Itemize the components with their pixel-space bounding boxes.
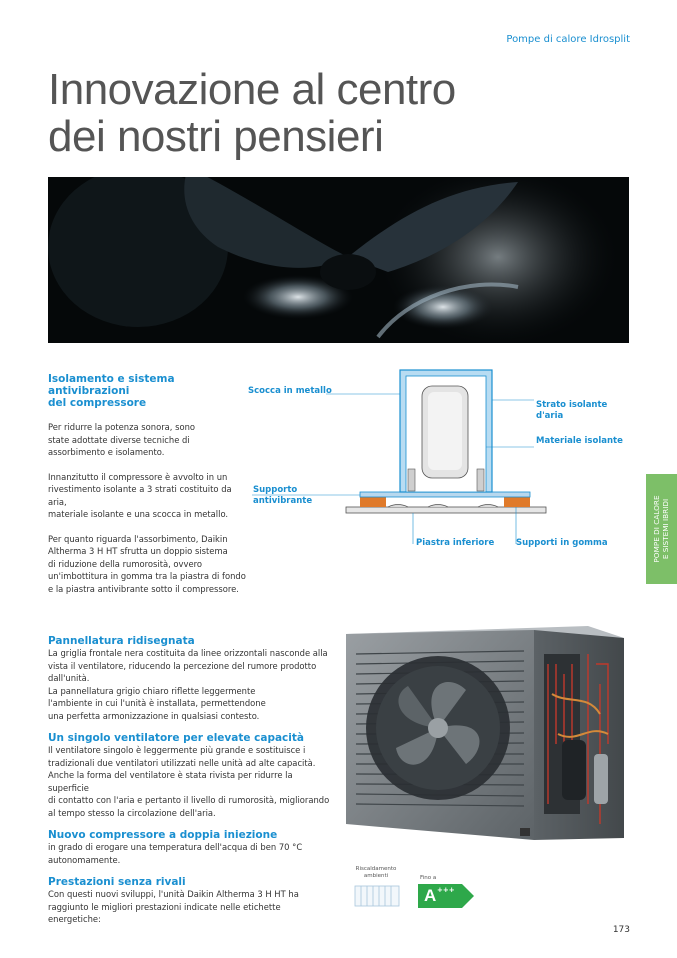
side-tab-label: [646, 474, 677, 584]
label-supporti-gomma: Supporti in gomma: [516, 538, 608, 548]
isolation-heading: [48, 373, 248, 409]
performance-text: [48, 888, 333, 926]
text-line: dall'unità.: [48, 673, 90, 683]
text-line: una perfetta armonizzazione in qualsiasi contesto.: [48, 710, 260, 721]
text-line: Per ridurre la potenza sonora, sono: [48, 422, 196, 432]
text-line: un'imbottitura in gomma tra la piastra di fondo: [48, 571, 246, 581]
side-tab: [646, 474, 677, 584]
text-line: Altherma 3 H HT sfrutta un doppio sistema: [48, 546, 228, 556]
compressor-heading: Nuovo compressore a doppia iniezione: [48, 829, 278, 841]
energy-class-letter: A: [424, 886, 437, 905]
isolation-paragraph-3: [48, 533, 248, 596]
text-line: tradizionali due ventilatori utilizzati nelle unità ad alte capacità.: [48, 757, 316, 768]
panel-text: [48, 647, 333, 722]
side-tab-line-2: E SISTEMI IBRIDI: [660, 498, 670, 560]
radiator-label-line-2: ambienti: [363, 872, 389, 879]
title-line-1: Innovazione al centro: [48, 65, 456, 114]
fan-text: [48, 744, 333, 819]
text-line: vista il ventilatore, riducendo la percezione del rumore prodotto: [48, 660, 317, 671]
text-line: La griglia frontale nera costituita da linee orizzontali nasconde alla: [48, 648, 328, 658]
text-line: di riduzione della rumorosità, ovvero: [48, 558, 203, 569]
compressor-diagram: [248, 366, 630, 556]
label-piastra: Piastra inferiore: [416, 538, 495, 548]
label-scocca: Scocca in metallo: [248, 386, 332, 396]
text-line: Anche la forma del ventilatore è stata rivista per ridurre la superficie: [48, 770, 293, 793]
text-line: Il ventilatore singolo è leggermente più grande e sostituisce i: [48, 745, 306, 755]
isolation-paragraph-1: [48, 421, 248, 459]
panel-heading: Pannellatura ridisegnata: [48, 635, 195, 647]
isolation-section: [48, 373, 248, 595]
outdoor-unit-image: [338, 624, 630, 846]
label-supporto-line-1: Supporto: [253, 485, 298, 495]
text-line: La pannellatura grigio chiaro riflette leggermente: [48, 685, 256, 696]
fan-heading: Un singolo ventilatore per elevate capacità: [48, 732, 304, 744]
performance-heading: Prestazioni senza rivali: [48, 876, 186, 888]
isolation-heading-line-1: Isolamento e sistema antivibrazioni: [48, 373, 175, 397]
page-title: [48, 66, 608, 160]
compressor-text: [48, 841, 333, 866]
radiator-icon: [354, 884, 400, 908]
isolation-paragraph-2: [48, 471, 248, 521]
features-section: [48, 635, 333, 926]
title-line-2: dei nostri pensieri: [48, 112, 384, 161]
energy-class-plus: +++: [437, 886, 455, 894]
radiator-label-line-1: Riscaldamento: [355, 866, 397, 872]
text-line: l'ambiente in cui l'unità è installata, permettendone: [48, 698, 266, 708]
text-line: materiale isolante e una scocca in metallo.: [48, 509, 229, 519]
text-line: in grado di erogare una temperatura dell'acqua di ben 70 °C: [48, 842, 303, 852]
text-line: di contatto con l'aria e pertanto il livello di rumorosità, migliorando: [48, 795, 330, 805]
text-line: assorbimento e isolamento.: [48, 447, 165, 457]
label-supporto-line-2: antivibrante: [253, 496, 313, 506]
energy-class-badge: [418, 884, 474, 908]
fino-label: Fino a: [420, 875, 437, 881]
energy-label: [354, 866, 484, 912]
outdoor-unit-graphic: [338, 624, 630, 846]
text-line: Con questi nuovi sviluppi, l'unità Daikin Altherma 3 H HT ha: [48, 889, 299, 899]
fan-closeup-image: [48, 177, 629, 343]
label-supporto: [253, 485, 312, 507]
text-line: Per quanto riguarda l'assorbimento, Daikin: [48, 533, 228, 544]
radiator-label: [354, 866, 398, 879]
label-strato: Strato isolante d'aria: [536, 400, 608, 421]
section-header: Pompe di calore Idrosplit: [506, 34, 630, 45]
text-line: rivestimento isolante a 3 strati costituito da aria,: [48, 484, 232, 507]
fan-closeup-graphic: [48, 177, 629, 343]
label-materiale: Materiale isolante: [536, 436, 623, 446]
text-line: e la piastra antivibrante sotto il compressore.: [48, 583, 239, 594]
text-line: Innanzitutto il compressore è avvolto in un: [48, 471, 228, 482]
text-line: raggiunto le migliori prestazioni indicate nelle etichette energetiche:: [48, 901, 281, 924]
isolation-heading-line-2: del compressore: [48, 397, 147, 409]
side-tab-line-1: POMPE DI CALORE: [652, 495, 661, 563]
text-line: autonomamente.: [48, 854, 121, 865]
text-line: al tempo stesso la circolazione dell'aria.: [48, 807, 216, 818]
page-number: 173: [612, 925, 630, 935]
text-line: state adottate diverse tecniche di: [48, 434, 190, 445]
